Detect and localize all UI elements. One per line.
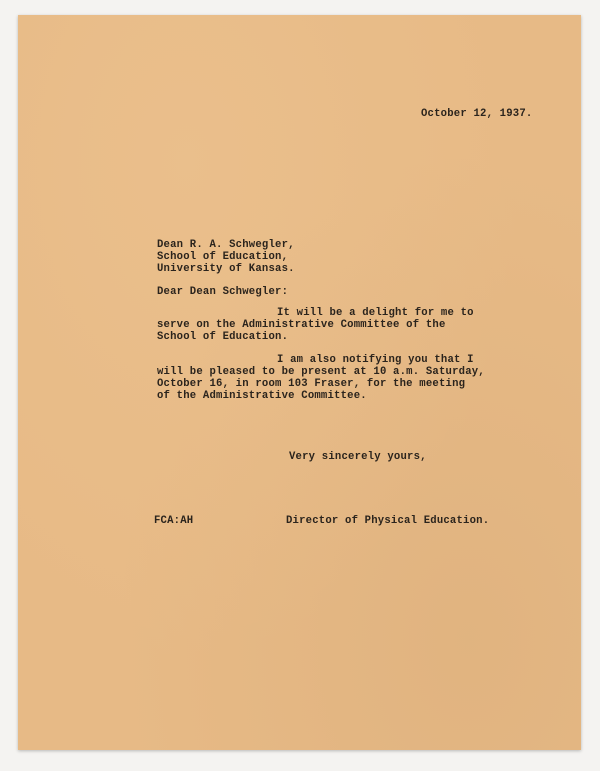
- paragraph-2-line-3: October 16, in room 103 Fraser, for the meeting: [157, 378, 466, 390]
- paragraph-2-line-1: I am also notifying you that I: [277, 354, 474, 366]
- typist-initials: FCA:AH: [154, 515, 194, 527]
- letter-date: October 12, 1937.: [421, 108, 533, 120]
- letter-page: [18, 15, 581, 750]
- recipient-line-1: Dean R. A. Schwegler,: [157, 239, 295, 251]
- recipient-line-3: University of Kansas.: [157, 263, 295, 275]
- paragraph-2-line-4: of the Administrative Committee.: [157, 390, 367, 402]
- paragraph-1-line-2: serve on the Administrative Committee of the: [157, 319, 446, 331]
- paragraph-1-line-3: School of Education.: [157, 331, 289, 343]
- recipient-line-2: School of Education,: [157, 251, 289, 263]
- paragraph-2-line-2: will be pleased to be present at 10 a.m. Saturday,: [157, 366, 485, 378]
- salutation: Dear Dean Schwegler:: [157, 286, 289, 298]
- paragraph-1-line-1: It will be a delight for me to: [277, 307, 474, 319]
- closing: Very sincerely yours,: [289, 451, 427, 463]
- signature-title: Director of Physical Education.: [286, 515, 490, 527]
